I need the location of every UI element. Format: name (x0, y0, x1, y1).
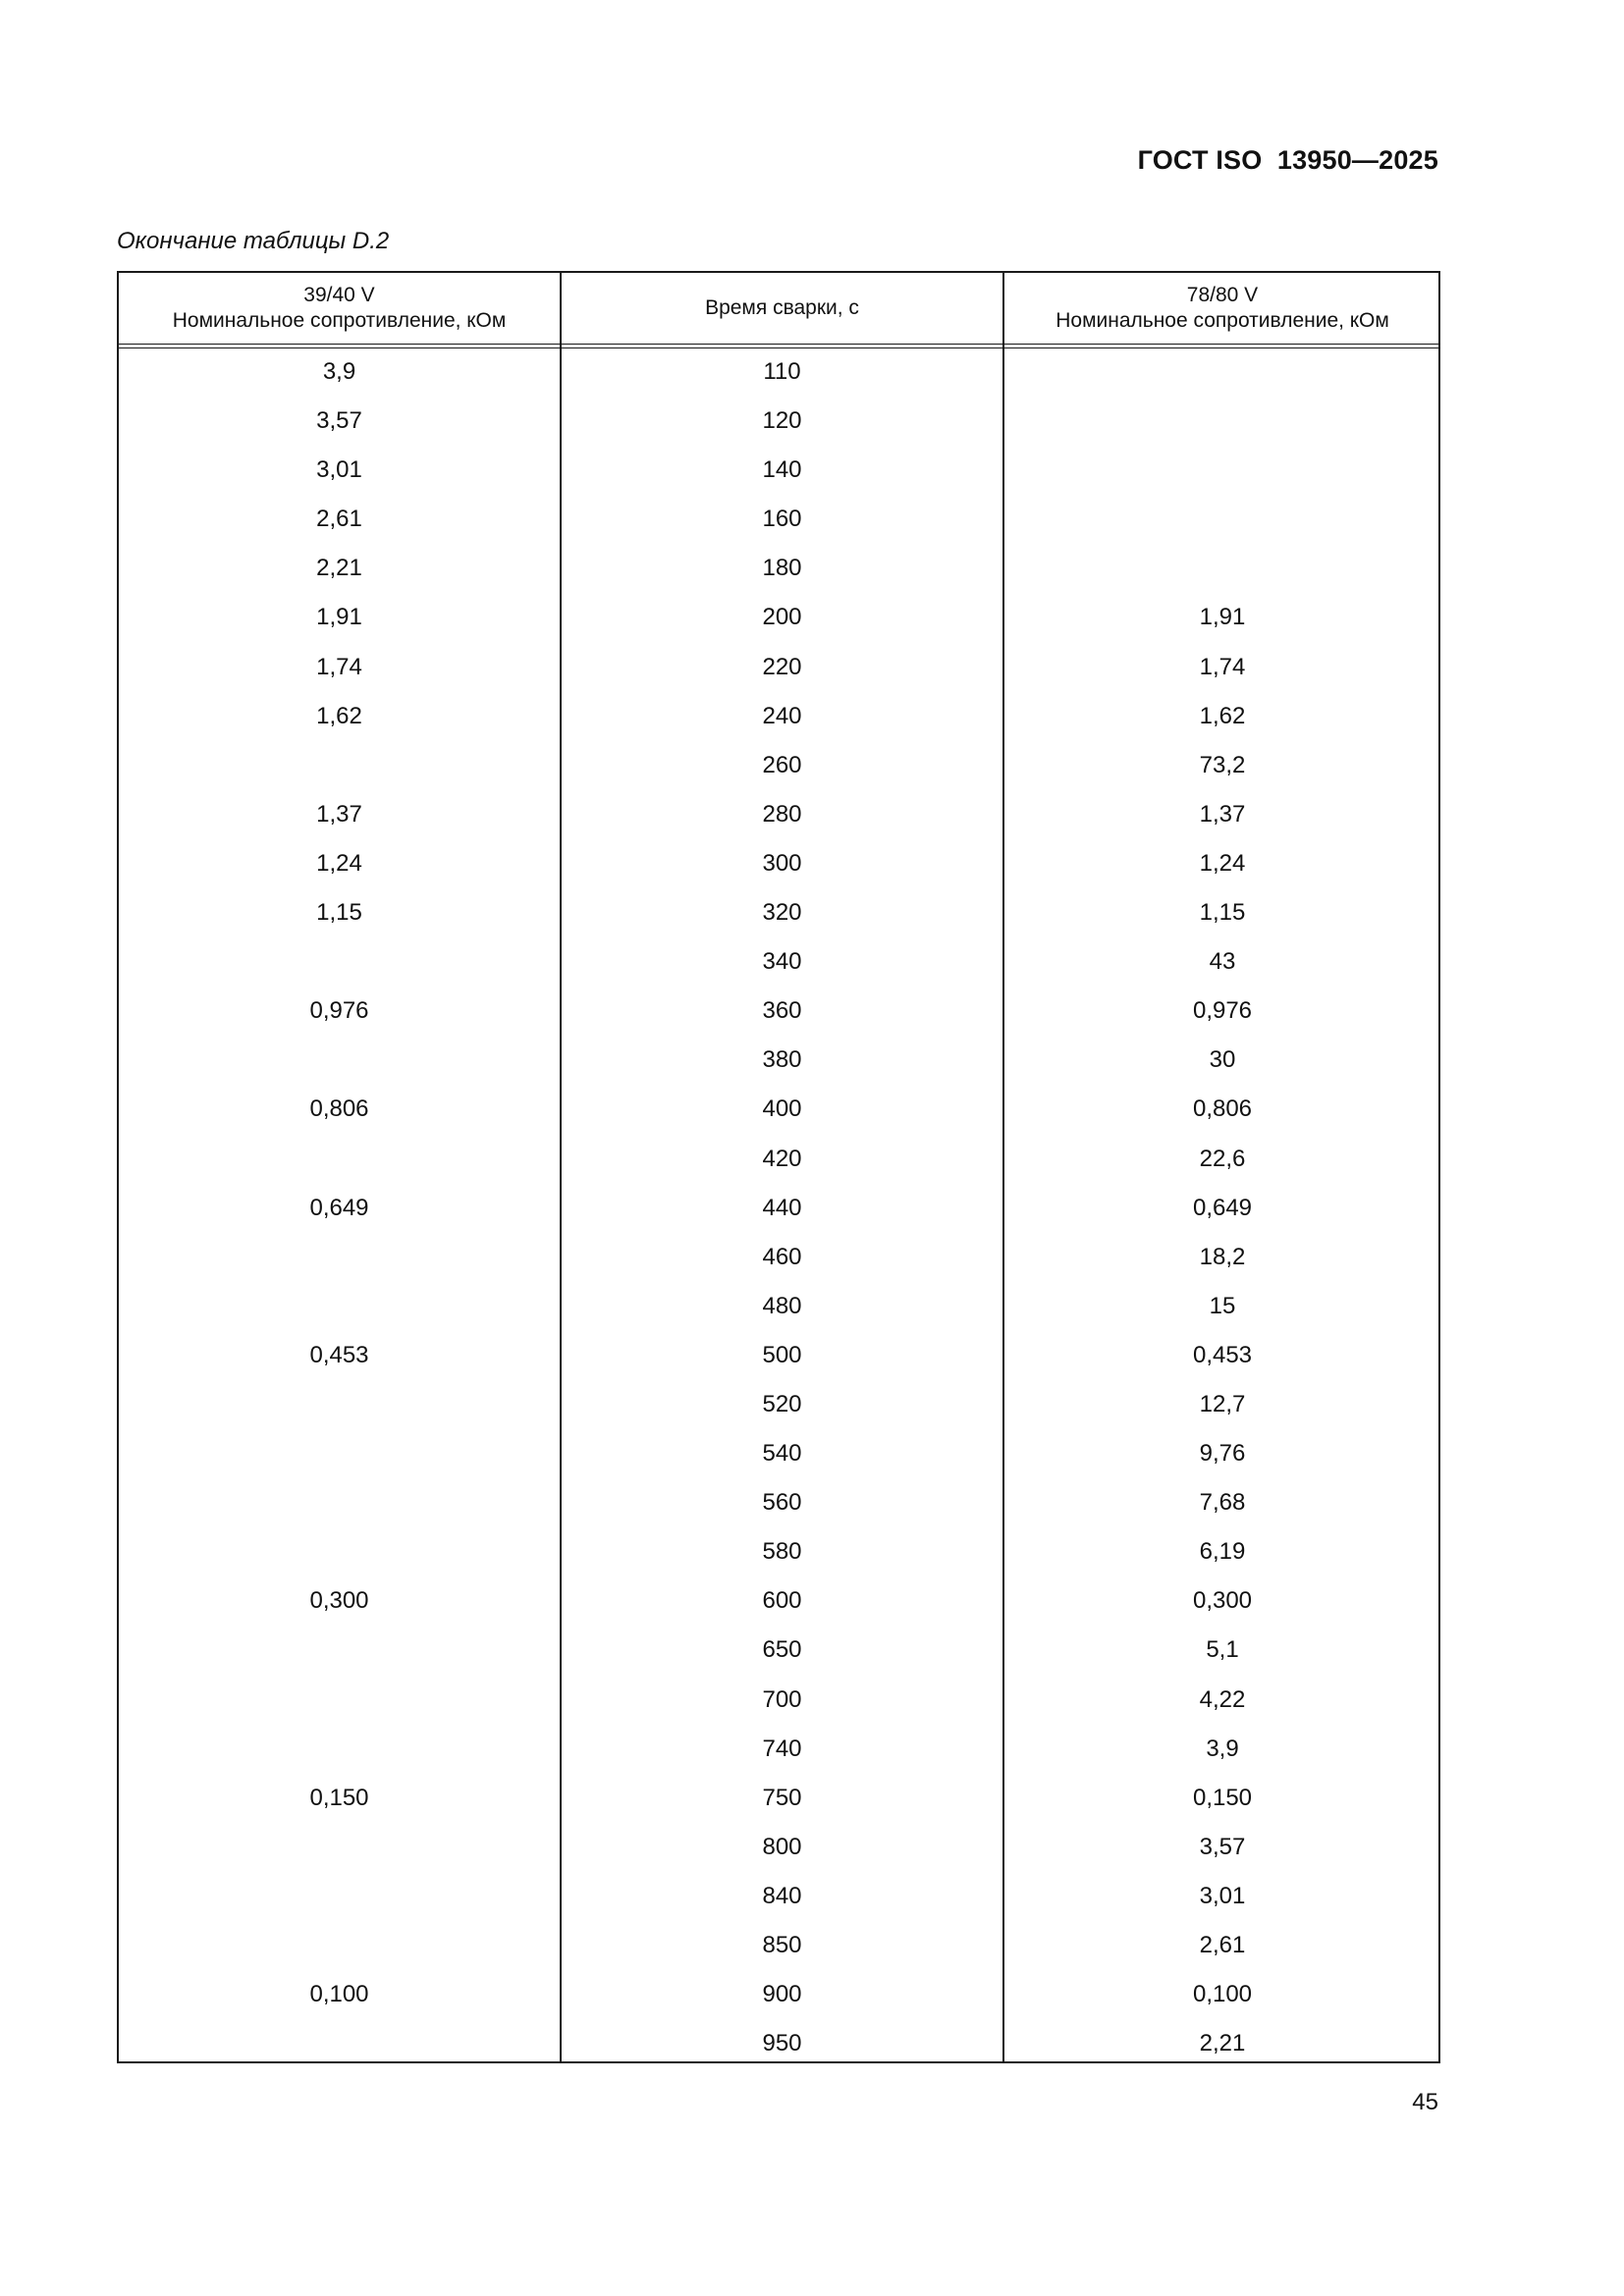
cell-welding-time: 520 (762, 1390, 802, 1417)
table-row (119, 741, 1438, 790)
cell-resistance-78-80v: 12,7 (1199, 1390, 1246, 1417)
cell-resistance-39-40v: 1,74 (316, 653, 362, 680)
cell-resistance-39-40v (119, 741, 560, 790)
table-row (119, 593, 1438, 642)
cell-welding-time: 500 (762, 1341, 802, 1368)
cell-resistance-78-80v: 2,21 (1199, 2030, 1246, 2057)
table-row (119, 1429, 1438, 1478)
cell-resistance-78-80v: 1,62 (1199, 702, 1246, 729)
table-row (119, 888, 1438, 937)
cell-welding-time: 140 (762, 456, 802, 484)
cell-resistance-39-40v (119, 2019, 560, 2068)
cell-resistance-39-40v (119, 937, 560, 987)
table-row (119, 397, 1438, 446)
cell-resistance-78-80v: 18,2 (1199, 1243, 1246, 1270)
cell-welding-time: 560 (762, 1489, 802, 1517)
cell-resistance-39-40v (119, 1233, 560, 1282)
cell-resistance-39-40v (119, 1676, 560, 1725)
table-row (119, 1085, 1438, 1134)
cell-resistance-39-40v: 1,37 (316, 800, 362, 828)
cell-welding-time: 840 (762, 1882, 802, 1909)
table-row (119, 495, 1438, 544)
cell-resistance-78-80v: 1,15 (1199, 899, 1246, 927)
cell-resistance-78-80v (1004, 347, 1440, 397)
cell-resistance-39-40v: 1,62 (316, 702, 362, 729)
header-line: Время сварки, с (705, 296, 859, 319)
cell-welding-time: 650 (762, 1636, 802, 1664)
cell-resistance-78-80v (1004, 397, 1440, 446)
table-row (119, 1626, 1438, 1675)
cell-welding-time: 400 (762, 1095, 802, 1123)
table-row (119, 1725, 1438, 1774)
cell-resistance-78-80v: 22,6 (1199, 1145, 1246, 1172)
cell-welding-time: 280 (762, 800, 802, 828)
cell-resistance-39-40v (119, 1135, 560, 1184)
cell-welding-time: 600 (762, 1587, 802, 1615)
table-row (119, 1331, 1438, 1380)
table-header-row (119, 273, 1438, 344)
cell-welding-time: 260 (762, 751, 802, 778)
cell-welding-time: 460 (762, 1243, 802, 1270)
header-cell-78-80v (1004, 273, 1440, 344)
cell-resistance-39-40v: 1,91 (316, 604, 362, 631)
table-row (119, 1527, 1438, 1576)
cell-resistance-78-80v: 1,24 (1199, 849, 1246, 877)
cell-resistance-78-80v: 5,1 (1206, 1636, 1239, 1664)
table-row (119, 1774, 1438, 1823)
document-header: ГОСТ ISO 13950—2025 (1137, 145, 1438, 175)
header-cell-welding-time (562, 273, 1002, 344)
cell-welding-time: 950 (762, 2030, 802, 2057)
table-row (119, 1184, 1438, 1233)
table-row (119, 692, 1438, 741)
resistance-table (117, 271, 1440, 2063)
cell-welding-time: 110 (763, 358, 801, 385)
table-row (119, 1036, 1438, 1085)
cell-resistance-39-40v: 1,24 (316, 849, 362, 877)
cell-welding-time: 480 (762, 1292, 802, 1319)
cell-resistance-39-40v: 2,21 (316, 555, 362, 582)
cell-resistance-39-40v (119, 1429, 560, 1478)
cell-resistance-39-40v: 3,01 (316, 456, 362, 484)
cell-welding-time: 180 (762, 555, 802, 582)
table-row (119, 1872, 1438, 1921)
table-row (119, 1135, 1438, 1184)
table-row (119, 1921, 1438, 1970)
cell-welding-time: 750 (762, 1784, 802, 1811)
cell-resistance-78-80v: 1,37 (1199, 800, 1246, 828)
cell-resistance-78-80v: 15 (1209, 1292, 1236, 1319)
cell-resistance-39-40v (119, 1626, 560, 1675)
cell-welding-time: 220 (762, 653, 802, 680)
table-body (119, 347, 1438, 2068)
cell-resistance-39-40v: 0,453 (309, 1341, 369, 1368)
table-row (119, 643, 1438, 692)
cell-resistance-78-80v: 0,649 (1192, 1194, 1253, 1221)
cell-welding-time: 440 (762, 1194, 802, 1221)
cell-welding-time: 900 (762, 1981, 802, 2008)
cell-resistance-39-40v: 3,9 (322, 358, 356, 385)
cell-welding-time: 300 (762, 849, 802, 877)
header-line: Номинальное сопротивление, кОм (1056, 309, 1389, 332)
cell-resistance-39-40v: 1,15 (316, 899, 362, 927)
table-row (119, 1282, 1438, 1331)
cell-resistance-78-80v (1004, 446, 1440, 495)
cell-resistance-39-40v (119, 1478, 560, 1527)
cell-resistance-78-80v: 30 (1209, 1046, 1236, 1074)
table-row (119, 1676, 1438, 1725)
cell-resistance-78-80v (1004, 544, 1440, 593)
cell-welding-time: 200 (762, 604, 802, 631)
table-row (119, 1380, 1438, 1429)
cell-resistance-78-80v: 3,57 (1199, 1833, 1246, 1860)
cell-resistance-78-80v: 1,74 (1199, 653, 1246, 680)
cell-resistance-39-40v: 0,300 (309, 1587, 369, 1615)
cell-resistance-78-80v: 9,76 (1199, 1440, 1246, 1468)
cell-welding-time: 740 (762, 1735, 802, 1762)
cell-resistance-39-40v (119, 1725, 560, 1774)
cell-welding-time: 340 (762, 948, 802, 976)
table-caption: Окончание таблицы D.2 (117, 228, 390, 254)
cell-resistance-78-80v: 73,2 (1199, 751, 1246, 778)
cell-resistance-39-40v: 3,57 (316, 407, 362, 435)
cell-resistance-39-40v (119, 1282, 560, 1331)
cell-welding-time: 360 (762, 997, 802, 1025)
table-row (119, 544, 1438, 593)
table-row (119, 1233, 1438, 1282)
cell-resistance-39-40v (119, 1380, 560, 1429)
header-line: 78/80 V (1186, 284, 1259, 306)
cell-resistance-78-80v: 0,300 (1192, 1587, 1253, 1615)
cell-resistance-78-80v: 6,19 (1199, 1538, 1246, 1566)
table-row (119, 1576, 1438, 1626)
table-row (119, 937, 1438, 987)
cell-welding-time: 160 (762, 506, 802, 533)
table-row (119, 839, 1438, 888)
cell-welding-time: 320 (762, 899, 802, 927)
cell-resistance-78-80v (1004, 495, 1440, 544)
cell-welding-time: 540 (762, 1440, 802, 1468)
cell-resistance-78-80v: 4,22 (1199, 1685, 1246, 1713)
cell-resistance-39-40v (119, 1823, 560, 1872)
cell-resistance-78-80v: 43 (1209, 948, 1236, 976)
cell-welding-time: 580 (762, 1538, 802, 1566)
cell-resistance-78-80v: 0,100 (1192, 1981, 1253, 2008)
cell-resistance-39-40v: 2,61 (316, 506, 362, 533)
table-row (119, 1970, 1438, 2019)
cell-welding-time: 240 (762, 702, 802, 729)
cell-resistance-78-80v: 1,91 (1199, 604, 1246, 631)
cell-resistance-78-80v: 0,806 (1192, 1095, 1253, 1123)
table-row (119, 790, 1438, 839)
table-row (119, 1823, 1438, 1872)
cell-resistance-78-80v: 0,976 (1192, 997, 1253, 1025)
cell-resistance-78-80v: 3,01 (1199, 1882, 1246, 1909)
header-cell-39-40v (119, 273, 560, 344)
table-row (119, 1478, 1438, 1527)
cell-resistance-78-80v: 3,9 (1206, 1735, 1239, 1762)
cell-resistance-78-80v: 0,150 (1192, 1784, 1253, 1811)
cell-resistance-78-80v: 2,61 (1199, 1932, 1246, 1958)
cell-resistance-39-40v (119, 1872, 560, 1921)
table-row (119, 2019, 1438, 2068)
header-line: 39/40 V (303, 284, 375, 306)
page-number: 45 (1412, 2089, 1438, 2115)
header-line: Номинальное сопротивление, кОм (172, 309, 507, 332)
cell-resistance-39-40v: 0,649 (309, 1194, 369, 1221)
table-row (119, 987, 1438, 1036)
cell-resistance-78-80v: 7,68 (1199, 1489, 1246, 1517)
cell-resistance-39-40v: 0,806 (309, 1095, 369, 1123)
cell-welding-time: 700 (762, 1685, 802, 1713)
cell-welding-time: 420 (762, 1145, 802, 1172)
cell-welding-time: 380 (762, 1046, 802, 1074)
table-row (119, 446, 1438, 495)
cell-resistance-39-40v: 0,100 (309, 1981, 369, 2008)
cell-resistance-39-40v: 0,976 (309, 997, 369, 1025)
cell-welding-time: 800 (762, 1833, 802, 1860)
cell-welding-time: 120 (762, 407, 802, 435)
table-row (119, 347, 1438, 397)
cell-resistance-39-40v (119, 1921, 560, 1970)
cell-resistance-39-40v: 0,150 (309, 1784, 369, 1811)
cell-resistance-39-40v (119, 1527, 560, 1576)
cell-welding-time: 850 (762, 1932, 802, 1958)
cell-resistance-39-40v (119, 1036, 560, 1085)
cell-resistance-78-80v: 0,453 (1192, 1341, 1253, 1368)
